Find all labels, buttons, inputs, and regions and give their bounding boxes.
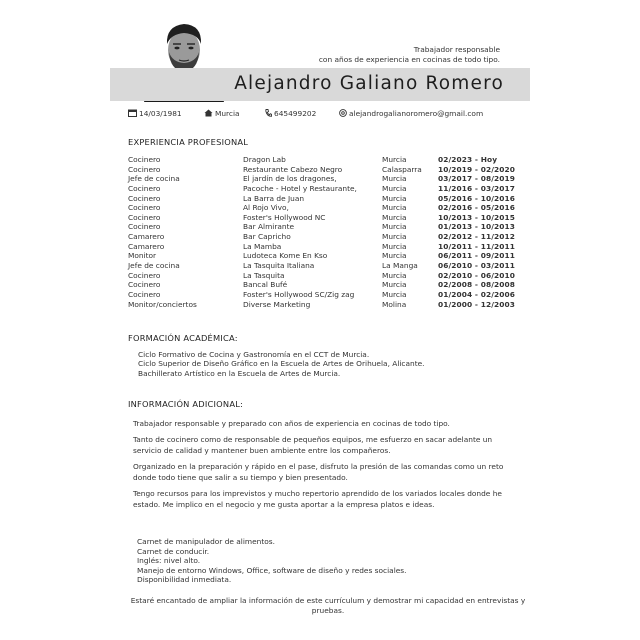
- experience-date: 03/2017 - 08/2019: [438, 174, 516, 184]
- experience-city: Murcia: [382, 241, 407, 251]
- experience-role: Camarero: [128, 232, 165, 242]
- experience-place: Bancal Bufé: [243, 280, 288, 290]
- birthdate-text: 14/03/1981: [139, 109, 182, 118]
- experience-role: Cocinero: [128, 222, 161, 232]
- experience-role: Camarero: [128, 241, 165, 251]
- education-item: Ciclo Formativo de Cocina y Gastronomía en el CCT de Murcia.: [138, 350, 370, 359]
- contact-line: [128, 109, 528, 121]
- experience-city: Murcia: [382, 251, 407, 261]
- email-text[interactable]: alejandrogalianoromero@gmail.com: [349, 109, 484, 118]
- birthdate-item: [128, 109, 182, 119]
- tagline-line-2: con años de experiencia en cocinas de todo tipo.: [318, 55, 500, 64]
- experience-date: 05/2016 - 10/2016: [438, 193, 516, 203]
- education-item: Bachillerato Artístico en la Escuela de Artes de Murcia.: [138, 368, 341, 378]
- skill-item: Manejo de entorno Windows, Office, software de diseño y redes sociales.: [137, 565, 407, 575]
- experience-city: Murcia: [382, 174, 407, 184]
- additional-paragraph: Tengo recursos para los imprevistos y mucho repertorio aprendido de los variados locales donde he estado. Me implico en el negocio y me gusta aportar a la empresa platos e ideas.: [133, 489, 502, 509]
- experience-place: Diverse Marketing: [243, 299, 311, 309]
- experience-place: Foster's Hollywood NC: [243, 212, 326, 222]
- experience-place: El jardín de los dragones,: [243, 174, 337, 184]
- additional-paragraph: Trabajador responsable y preparado con años de experiencia en cocinas de todo tipo.: [133, 419, 450, 428]
- education-item: Ciclo Superior de Diseño Gráfico en la Escuela de Artes de Orihuela, Alicante.: [138, 359, 425, 369]
- experience-role: Monitor: [128, 251, 157, 261]
- experience-city: Murcia: [382, 232, 407, 242]
- experience-date: 10/2013 - 10/2015: [438, 212, 516, 222]
- experience-place: La Tasquita: [243, 270, 285, 280]
- header-tagline: [319, 45, 500, 65]
- experience-city: Molina: [382, 299, 407, 309]
- experience-city: La Manga: [382, 261, 418, 271]
- experience-date: 02/2010 - 06/2010: [438, 270, 516, 280]
- experience-role: Cocinero: [128, 270, 161, 280]
- experience-place: La Tasquita Italiana: [243, 261, 315, 271]
- full-name: Alejandro Galiano Romero: [234, 73, 504, 94]
- experience-city: Murcia: [382, 193, 407, 203]
- skill-item: Inglés: nivel alto.: [137, 556, 201, 566]
- experience-date: 02/2012 - 11/2012: [438, 232, 516, 242]
- city-text: Murcia: [215, 109, 240, 118]
- experience-date: 02/2008 - 08/2008: [438, 280, 516, 290]
- experience-role: Jefe de cocina: [128, 261, 180, 271]
- experience-place: Ludoteca Kome En Kso: [243, 251, 328, 261]
- experience-city: Murcia: [382, 212, 407, 222]
- experience-date: 01/2004 - 02/2006: [438, 289, 516, 299]
- at-icon: [339, 109, 347, 119]
- phone-item: [265, 109, 316, 119]
- experience-place: Al Rojo Vivo,: [243, 203, 289, 213]
- experience-city: Murcia: [382, 280, 407, 290]
- experience-role: Cocinero: [128, 155, 161, 164]
- experience-date: 06/2010 - 03/2011: [438, 261, 516, 271]
- additional-paragraph: Organizado en la preparación y rápido en el pase, disfruto la presión de las comandas como un reto donde todo tiene que salir a su tiempo y bien presentado.: [133, 462, 504, 482]
- skill-item: Carnet de manipulador de alimentos.: [137, 537, 275, 546]
- experience-role: Cocinero: [128, 183, 161, 193]
- city-item: [204, 109, 240, 119]
- tagline-line-1: Trabajador responsable: [413, 45, 500, 54]
- experience-role: Cocinero: [128, 212, 161, 222]
- email-item[interactable]: [339, 109, 483, 119]
- experience-city: Murcia: [382, 203, 407, 213]
- experience-role: Monitor/conciertos: [128, 299, 197, 309]
- experience-role: Cocinero: [128, 203, 161, 213]
- experience-place: La Mamba: [243, 241, 282, 251]
- experience-date: 02/2016 - 05/2016: [438, 203, 516, 213]
- experience-date: 10/2019 - 02/2020: [438, 164, 516, 174]
- experience-date: 01/2013 - 10/2013: [438, 222, 516, 232]
- education-title: FORMACIÓN ACADÉMICA:: [128, 333, 238, 343]
- experience-title: EXPERIENCIA PROFESIONAL: [128, 137, 249, 147]
- experience-date: 10/2011 - 11/2011: [438, 241, 516, 251]
- additional-paragraph: Tanto de cocinero como de responsable de pequeños equipos, me esfuerzo en sacar adelante un servicio de calidad y mantener buen ambiente entre los compañeros.: [133, 435, 493, 455]
- name-banner: [110, 68, 530, 101]
- experience-date: 11/2016 - 03/2017: [438, 183, 516, 193]
- experience-place: Restaurante Cabezo Negro: [243, 164, 343, 174]
- experience-date: 01/2000 - 12/2003: [438, 299, 516, 309]
- closing-statement: Estaré encantado de ampliar la información de este currículum y demostrar mi capacidad en entrevistas y pruebas.: [130, 596, 526, 615]
- experience-place: Dragon Lab: [243, 155, 286, 164]
- experience-role: Cocinero: [128, 164, 161, 174]
- experience-city: Calasparra: [382, 164, 422, 174]
- education-list: [138, 350, 425, 378]
- experience-role: Cocinero: [128, 193, 161, 203]
- experience-role: Cocinero: [128, 289, 161, 299]
- skill-item: Disponibilidad inmediata.: [137, 575, 232, 585]
- experience-place: Foster's Hollywood SC/Zig zag: [243, 289, 355, 299]
- experience-city: Murcia: [382, 222, 407, 232]
- skill-item: Carnet de conducir.: [137, 546, 210, 556]
- experience-place: Bar Almirante: [243, 222, 295, 232]
- skills-list: [137, 537, 407, 585]
- experience-city: Murcia: [382, 270, 407, 280]
- experience-date: 06/2011 - 09/2011: [438, 251, 516, 261]
- additional-title: INFORMACIÓN ADICIONAL:: [128, 399, 244, 409]
- experience-place: Bar Capricho: [243, 232, 291, 242]
- calendar-icon: [128, 109, 137, 119]
- phone-icon: [265, 109, 272, 119]
- experience-role: Cocinero: [128, 280, 161, 290]
- experience-date: 02/2023 - Hoy: [438, 155, 498, 164]
- experience-city: Murcia: [382, 289, 407, 299]
- experience-place: La Barra de Juan: [243, 193, 305, 203]
- experience-city: Murcia: [382, 183, 407, 193]
- phone-text: 645499202: [274, 109, 317, 118]
- home-icon: [204, 109, 213, 119]
- experience-place: Pacoche - Hotel y Restaurante,: [243, 183, 357, 193]
- experience-city: Murcia: [382, 155, 407, 164]
- experience-role: Jefe de cocina: [128, 174, 180, 184]
